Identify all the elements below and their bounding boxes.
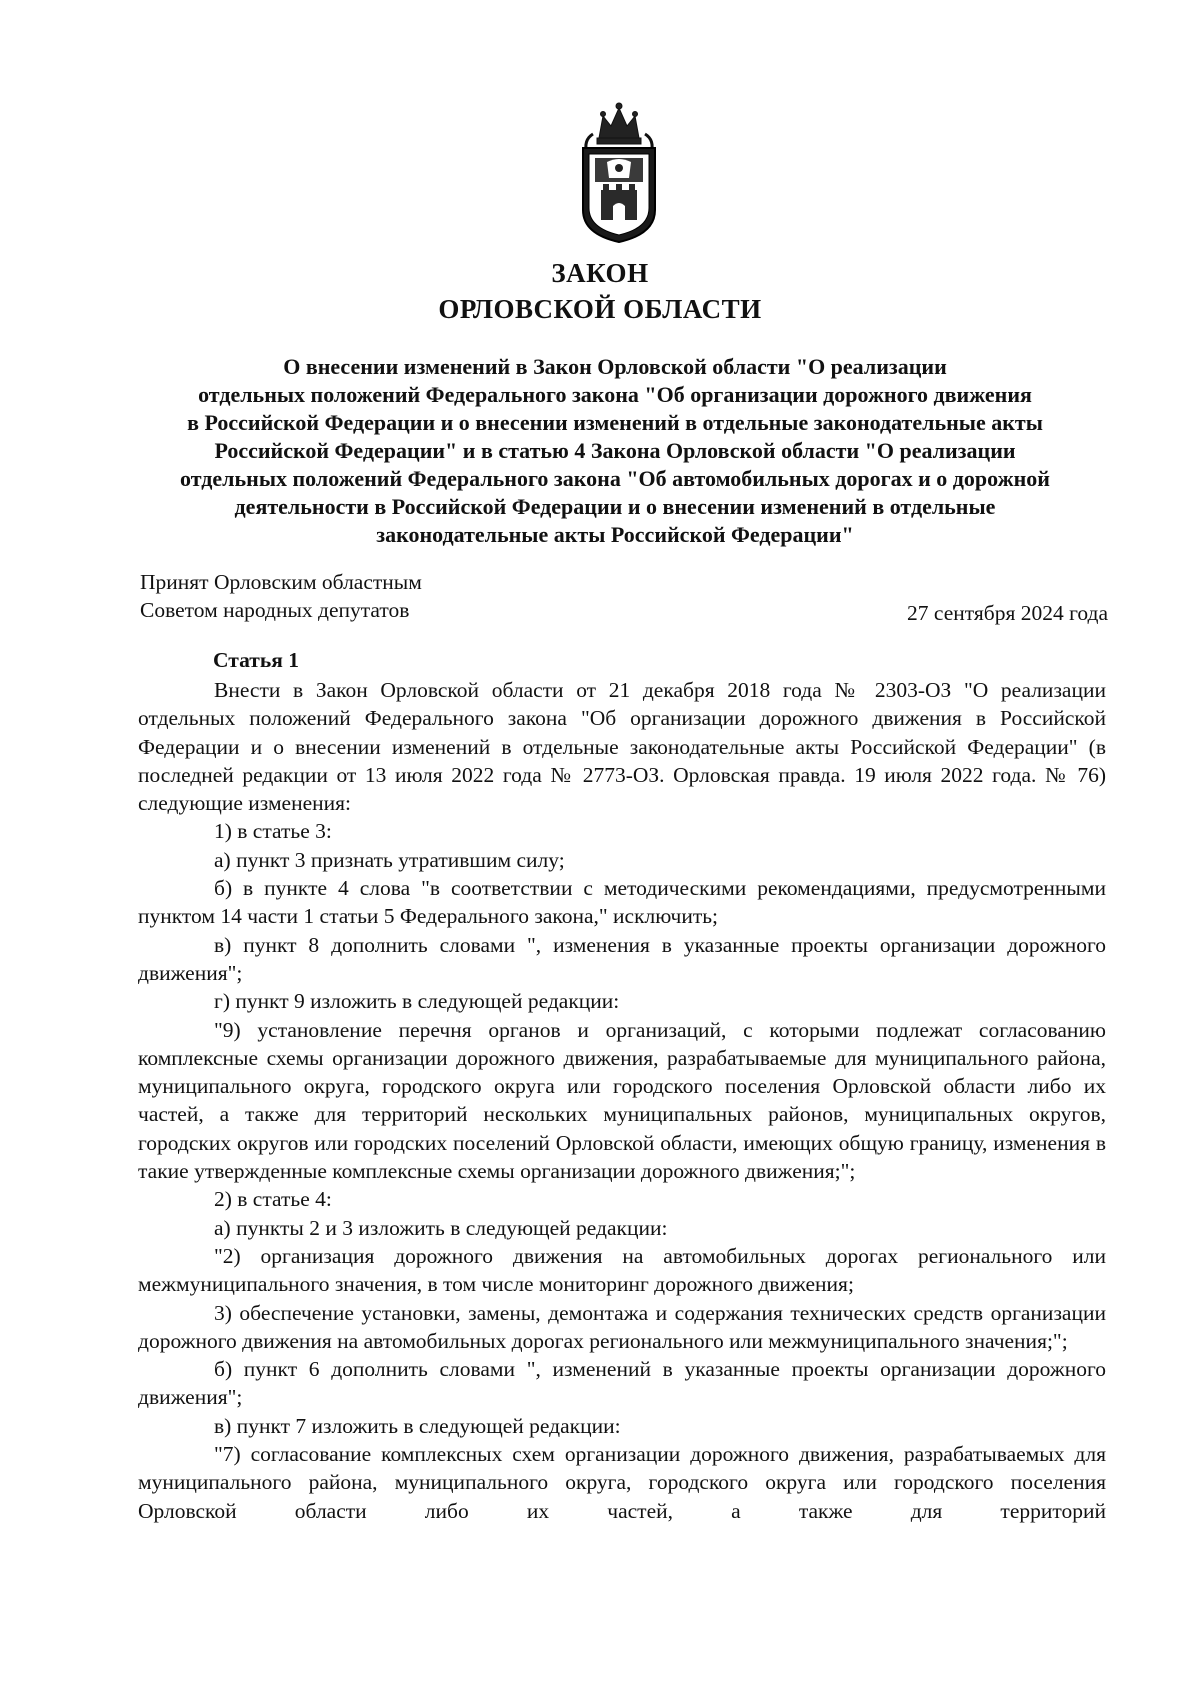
body-paragraph: Внести в Закон Орловской области от 21 декабря 2018 года № 2303-ОЗ "О реализации отдельных положений Федерального закона "Об организации дорожного движения в Российской Федерации и о внесении изменений в отдельные законодательные акты Российской Федерации" (в последней редакции от 13 июля 2022 года № 2773-ОЗ. Орловская правда. 19 июля 2022 года. № 76) следующие изменения: — [138, 678, 1106, 816]
document-title-line2: ОРЛОВСКОЙ ОБЛАСТИ — [438, 294, 762, 324]
article-body — [138, 676, 1106, 1525]
adoption-line: Советом народных депутатов — [140, 598, 410, 622]
body-paragraph: в) пункт 7 изложить в следующей редакции: — [214, 1413, 621, 1438]
body-paragraph: а) пункт 3 признать утратившим силу; — [214, 847, 565, 872]
body-paragraph: а) пункты 2 и 3 изложить в следующей редакции: — [214, 1215, 668, 1240]
article-heading: Статья 1 — [213, 648, 299, 672]
subtitle-line: отдельных положений Федерального закона "Об автомобильных дорогах и о дорожной — [180, 466, 1050, 491]
subtitle-line: О внесении изменений в Закон Орловской области "О реализации — [283, 354, 947, 379]
body-paragraph: б) в пункте 4 слова "в соответствии с методическими рекомендациями, предусмотренными пунктом 14 части 1 статьи 5 Федерального закона," исключить; — [138, 876, 1106, 929]
body-paragraph: "9) установление перечня органов и организаций, с которыми подлежат согласованию комплексные схемы организации дорожного движения, разрабатываемые для муниципального района, муниципального округа, городского округа или городского поселения Орловской области либо их частей, а также для территорий нескольких муниципальных районов, муниципальных округов, городских округов или городских поселений Орловской области, имеющих общую границу, изменения в такие утвержденные комплексные схемы организации дорожного движения;"; — [138, 1017, 1106, 1184]
body-paragraph: 2) в статье 4: — [214, 1187, 332, 1212]
subtitle-line: Российской Федерации" и в статью 4 Закона Орловской области "О реализации — [214, 438, 1016, 463]
body-paragraph: "2) организация дорожного движения на автомобильных дорогах регионального или межмуниципального значения, в том числе мониторинг дорожного движения; — [138, 1243, 1106, 1297]
body-paragraph: "7) согласование комплексных схем организации дорожного движения, разрабатываемых для муниципального района, муниципального округа, городского округа или городского поселения Орловской области либо их частей, а также для территорий — [138, 1442, 1106, 1523]
subtitle-line: законодательные акты Российской Федерации" — [376, 522, 854, 547]
coat-of-arms-emblem — [573, 98, 665, 244]
law-subtitle — [130, 353, 1100, 549]
body-paragraph: 1) в статье 3: — [214, 819, 332, 844]
body-paragraph: в) пункт 8 дополнить словами ", изменения в указанные проекты организации дорожного движения"; — [138, 932, 1106, 985]
subtitle-line: отдельных положений Федерального закона "Об организации дорожного движения — [198, 382, 1032, 407]
adoption-date: 27 сентября 2024 года — [907, 601, 1108, 625]
adoption-statement — [140, 568, 422, 624]
subtitle-line: деятельности в Российской Федерации и о внесении изменений в отдельные — [234, 494, 996, 519]
body-paragraph: г) пункт 9 изложить в следующей редакции: — [214, 989, 620, 1014]
document-title-line1: ЗАКОН — [551, 258, 649, 288]
body-paragraph: б) пункт 6 дополнить словами ", изменений в указанные проекты организации дорожного движения"; — [138, 1357, 1106, 1410]
subtitle-line: в Российской Федерации и о внесении изменений в отдельные законодательные акты — [187, 410, 1043, 435]
adoption-line: Принят Орловским областным — [140, 570, 422, 594]
body-paragraph: 3) обеспечение установки, замены, демонтажа и содержания технических средств организации дорожного движения на автомобильных дорогах регионального или межмуниципального значения;"; — [138, 1300, 1106, 1353]
